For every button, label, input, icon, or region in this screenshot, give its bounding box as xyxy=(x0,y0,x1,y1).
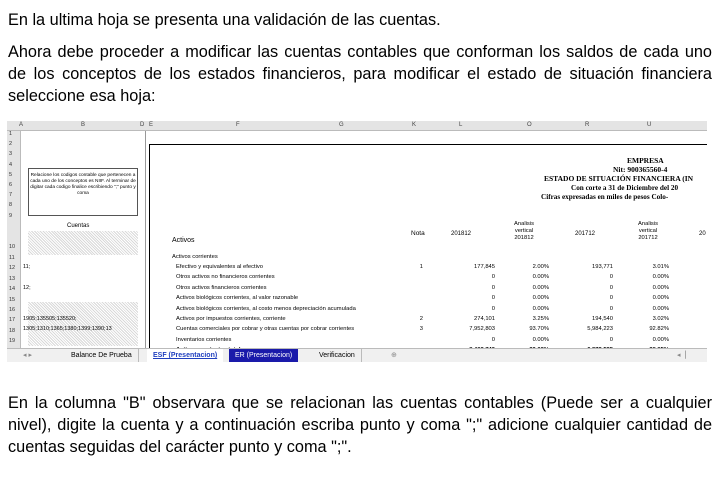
concept-label: Activos biológicos corrientes, al valor razonable xyxy=(176,295,299,302)
nota-cell: 1 xyxy=(419,264,423,270)
col-header-u[interactable]: U xyxy=(647,122,652,128)
col-header-d[interactable]: D xyxy=(140,122,145,128)
value-201812: 0 xyxy=(491,274,495,281)
row-header-bar xyxy=(7,131,21,348)
header-activos: Activos xyxy=(172,237,195,244)
header-analisis-201812: Analisis vertical 201812 xyxy=(514,221,534,241)
value-201812: 7,952,803 xyxy=(469,326,495,333)
concept-label: Activos por impuestos corrientes, corriente xyxy=(176,316,286,322)
value-201712: 5,984,223 xyxy=(587,326,613,333)
header-201812: 201812 xyxy=(451,231,472,237)
row-number[interactable]: 9 xyxy=(9,212,13,219)
header-nota: Nota xyxy=(411,230,425,237)
row-number[interactable]: 1 xyxy=(9,131,13,137)
pct-201812: 0.00% xyxy=(532,274,549,281)
nota-cell: 2 xyxy=(419,316,423,322)
company-nit: Nit: 900365560-4 xyxy=(613,165,668,174)
row-number[interactable]: 11 xyxy=(9,255,15,261)
concept-label: Inventarios corrientes xyxy=(176,336,232,343)
value-201812: 177,845 xyxy=(474,264,495,270)
row-number[interactable]: 15 xyxy=(9,296,16,303)
header-extra: 20 xyxy=(699,231,706,237)
value-201812: 0 xyxy=(491,305,495,312)
value-201712: 194,540 xyxy=(592,316,613,322)
col-header-r[interactable]: R xyxy=(585,122,590,128)
pct-201712: 0.00% xyxy=(652,305,669,312)
nota-cell: 3 xyxy=(419,326,423,333)
col-header-k[interactable]: K xyxy=(412,122,417,128)
col-header-o[interactable]: O xyxy=(527,122,532,128)
col-header-l[interactable]: L xyxy=(459,122,463,128)
value-201712: 193,771 xyxy=(592,264,613,270)
value-201712: 0 xyxy=(609,284,613,291)
value-201712: 0 xyxy=(609,274,613,281)
col-header-a[interactable]: A xyxy=(19,122,24,128)
pct-201712: 3.01% xyxy=(652,264,669,270)
col-header-e[interactable]: E xyxy=(149,122,154,128)
row-number[interactable]: 4 xyxy=(9,161,13,168)
row-number[interactable]: 17 xyxy=(9,317,16,324)
pct-201712: 0.00% xyxy=(652,336,669,343)
row-number[interactable]: 18 xyxy=(9,327,16,334)
col-header-f[interactable]: F xyxy=(236,122,240,128)
concept-label: Efectivo y equivalentes al efectivo xyxy=(176,264,264,270)
row-number[interactable]: 2 xyxy=(9,141,13,148)
row-number[interactable]: 6 xyxy=(9,182,13,188)
col-header-b[interactable]: B xyxy=(81,122,86,128)
header-analisis-201712: Analisis vertical 201712 xyxy=(638,221,658,241)
row-number[interactable]: 5 xyxy=(9,171,13,178)
value-201812: 0 xyxy=(491,284,495,291)
cuentas-label: Cuentas xyxy=(67,223,90,229)
row-number[interactable]: 10 xyxy=(9,244,16,250)
tab-er-presentacion[interactable]: ER (Presentacion) xyxy=(229,349,298,362)
col-header-g[interactable]: G xyxy=(339,122,344,128)
account-codes-cell xyxy=(23,336,143,344)
tab-verificacion[interactable]: Verificacion xyxy=(313,349,362,362)
pct-201712: 0.00% xyxy=(652,274,669,281)
horizontal-scrollbar[interactable]: ◂▕ xyxy=(677,352,686,359)
concept-label: Otros activos no financieros corrientes xyxy=(176,274,275,281)
row-number[interactable]: 12 xyxy=(9,265,16,272)
add-sheet-icon[interactable]: ⊕ xyxy=(391,352,397,359)
pct-201812: 2.00% xyxy=(532,264,549,270)
account-codes-cell: 11; xyxy=(23,264,31,270)
pct-201812: 0.00% xyxy=(532,295,549,302)
sheet-tab-bar xyxy=(7,348,707,362)
account-codes-cell: 12; xyxy=(23,284,31,291)
company-name: EMPRESA xyxy=(627,156,664,165)
account-codes-cell xyxy=(23,294,143,302)
concept-label: Activos biológicos corrientes, al costo menos depreciación acumulada xyxy=(176,305,356,312)
pct-201712: 0.00% xyxy=(652,295,669,302)
tab-balance-de-prueba[interactable]: Balance De Prueba xyxy=(65,349,139,362)
account-codes-cell xyxy=(23,305,143,313)
column-header-bar xyxy=(7,121,707,131)
concept-label: Cuentas comerciales por cobrar y otras cuentas por cobrar corrientes xyxy=(176,326,355,333)
value-201812: 0 xyxy=(491,295,495,302)
value-201812: 274,101 xyxy=(474,316,495,322)
pct-201812: 93.70% xyxy=(529,326,549,333)
tab-scroll-left-icon[interactable]: ◂ ▸ xyxy=(23,352,32,359)
row-number[interactable]: 3 xyxy=(9,151,13,158)
row-number[interactable]: 7 xyxy=(9,192,13,199)
instruction-paragraph: Ahora debe proceder a modificar las cuentas contables que conforman los saldos de cada uno de los conceptos de los estados financieros, para modificar el estado de situación financiera seleccione esa hoja: xyxy=(8,43,712,105)
instructions-box: Relacione los codigos contable que pertenecen a cada uno de los conceptos es NIIF. Al terminar de digitar cada codigo finalice escribiendo ";" punto y coma xyxy=(28,168,138,216)
pct-201812: 0.00% xyxy=(532,305,549,312)
row-number[interactable]: 14 xyxy=(9,286,16,293)
value-201812: 0 xyxy=(491,336,495,343)
column-b-paragraph: En la columna "B" observara que se relacionan las cuentas contables (Puede ser a cualquier nivel), digite la cuenta y a continuación escriba punto y coma ";" adicione cualquier cantidad de cuentas seguidas del carácter punto y coma ";". xyxy=(8,394,712,456)
value-201712: 0 xyxy=(609,295,613,302)
row-number[interactable]: 19 xyxy=(9,338,16,345)
account-codes-cell xyxy=(23,273,143,281)
report-period: Con corte a 31 de Diciembre del 20 xyxy=(571,184,679,192)
pct-201812: 0.00% xyxy=(532,336,549,343)
value-201712: 0 xyxy=(609,336,613,343)
pct-201712: 92.82% xyxy=(649,326,669,333)
tab-esf-presentacion[interactable]: ESF (Presentacion) xyxy=(147,349,223,362)
report-currency: Cifras expresadas en miles de pesos Colo- xyxy=(541,193,669,201)
spreadsheet-screenshot xyxy=(7,121,707,362)
pct-201712: 3.02% xyxy=(652,316,669,322)
pct-201812: 0.00% xyxy=(532,284,549,291)
section-activos-corrientes: Activos corrientes xyxy=(172,254,218,260)
pct-201712: 0.00% xyxy=(652,284,669,291)
header-201712: 201712 xyxy=(575,231,596,237)
concept-label: Otros activos financieros corrientes xyxy=(176,284,267,291)
pct-201812: 3.25% xyxy=(532,316,549,322)
intro-paragraph: En la ultima hoja se presenta una validación de las cuentas. xyxy=(8,11,441,29)
value-201712: 0 xyxy=(609,305,613,312)
report-title: ESTADO DE SITUACIÓN FINANCIERA (IN xyxy=(544,174,694,183)
account-codes-cell: 1905;135505;135520; xyxy=(23,316,77,322)
row-number[interactable]: 8 xyxy=(9,202,13,209)
account-codes-cell: 1305;1310;1365;1380;1399;1390;13 xyxy=(23,326,112,333)
hatched-cells xyxy=(28,231,138,255)
row-number[interactable]: 16 xyxy=(9,307,16,313)
row-number[interactable]: 13 xyxy=(9,275,16,282)
